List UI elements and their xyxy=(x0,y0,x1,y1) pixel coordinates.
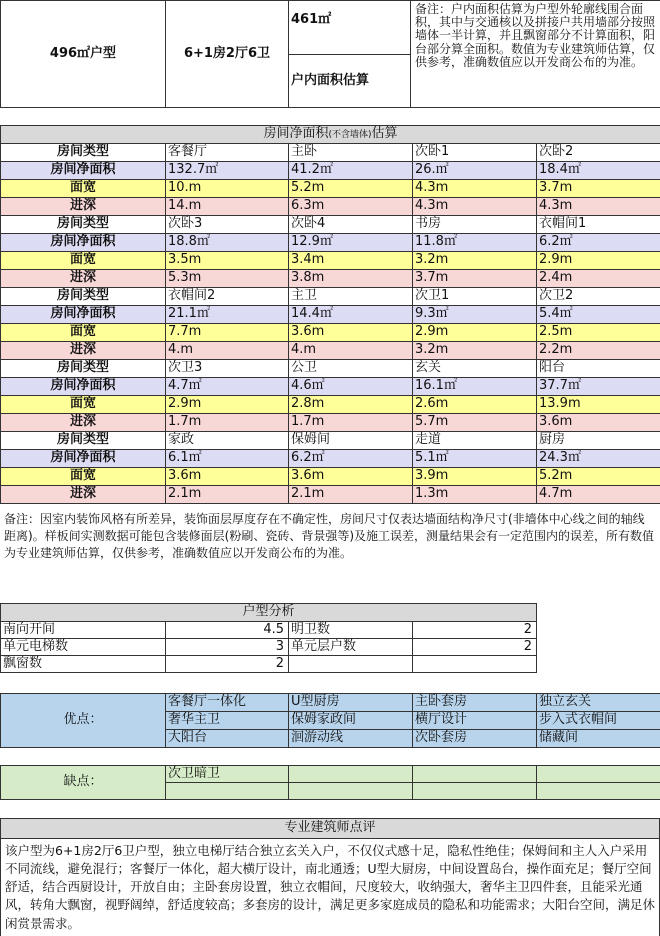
room-cell-area: 26.㎡ xyxy=(413,162,537,180)
analysis-value xyxy=(413,656,537,673)
area-type-cell: 496㎡户型 xyxy=(1,1,166,108)
room-cell-area: 6.1㎡ xyxy=(166,450,289,468)
room-cell-width: 2.9m xyxy=(537,252,660,270)
room-row-depth xyxy=(1,414,660,432)
room-row-depth xyxy=(1,342,660,360)
room-cell-type: 公卫 xyxy=(289,360,413,378)
room-row-label: 进深 xyxy=(1,270,166,288)
room-cell-depth: 3.8m xyxy=(289,270,413,288)
room-title-main: 房间净面积 xyxy=(263,126,329,142)
room-cell-type: 客餐厅 xyxy=(166,144,289,162)
room-cell-width: 3.4m xyxy=(289,252,413,270)
room-cell-area: 24.3㎡ xyxy=(537,450,660,468)
room-cell-depth: 1.3m xyxy=(413,486,537,504)
room-cell-depth: 3.7m xyxy=(413,270,537,288)
room-cell-area: 5.4㎡ xyxy=(537,306,660,324)
pros-item: 客餐厅一体化 xyxy=(166,694,289,712)
room-row-type xyxy=(1,360,660,378)
room-cell-width: 2.9m xyxy=(166,396,289,414)
analysis-label: 明卫数 xyxy=(289,622,413,639)
room-cell-area: 18.8㎡ xyxy=(166,234,289,252)
room-cell-type: 玄关 xyxy=(413,360,537,378)
area-label-cell: 户内面积估算 xyxy=(289,55,411,108)
room-row-depth xyxy=(1,486,660,504)
pros-row xyxy=(1,694,660,712)
room-cell-area: 16.1㎡ xyxy=(413,378,537,396)
room-row-label: 面宽 xyxy=(1,468,166,486)
room-cell-depth: 14.m xyxy=(166,198,289,216)
room-row-label: 进深 xyxy=(1,198,166,216)
analysis-label: 南向开间 xyxy=(1,622,166,639)
room-cell-depth: 4.3m xyxy=(537,198,660,216)
room-row-label: 房间类型 xyxy=(1,216,166,234)
room-row-depth xyxy=(1,198,660,216)
room-row-width xyxy=(1,396,660,414)
review-text: 该户型为6+1房2厅6卫户型，独立电梯厅结合独立玄关入户，不仅仪式感十足，隐私性绝佳；保姆间和主人入户采用不同流线，避免混行；客餐厅一体化，超大横厅设计，南北通透；U型大厨房，中间设置岛台，操作面充足；餐厅空间舒适，结合西厨设计，开放自由；主卧套房设置，独立衣帽间，尺度较大，收纳强大，奢华主卫四件套，且能采光通风，转角大飘窗，视野阔绰，舒适度较高；多套房的设计，满足更多家庭成员的隐私和功能需求；大阳台空间，满足休闲赏景需求。 xyxy=(1,839,660,936)
pros-label: 优点： xyxy=(1,694,166,748)
pros-item: 横厅设计 xyxy=(413,712,537,730)
room-cell-depth: 3.6m xyxy=(537,414,660,432)
room-row-area xyxy=(1,450,660,468)
room-cell-depth: 1.7m xyxy=(166,414,289,432)
pros-item: 主卧套房 xyxy=(413,694,537,712)
room-row-label: 房间净面积 xyxy=(1,306,166,324)
room-cell-width: 3.2m xyxy=(413,252,537,270)
cons-item xyxy=(413,783,537,800)
room-table xyxy=(0,125,660,504)
pros-item: 洄游动线 xyxy=(289,730,413,748)
room-cell-type: 走道 xyxy=(413,432,537,450)
room-row-label: 面宽 xyxy=(1,180,166,198)
analysis-row xyxy=(1,622,537,639)
pros-item: 独立玄关 xyxy=(537,694,660,712)
room-cell-type: 阳台 xyxy=(537,360,660,378)
review-table xyxy=(0,818,660,936)
room-cell-width: 3.9m xyxy=(413,468,537,486)
analysis-row xyxy=(1,639,537,656)
room-cell-depth: 4.3m xyxy=(413,198,537,216)
room-cell-width: 10.m xyxy=(166,180,289,198)
room-row-label: 房间类型 xyxy=(1,360,166,378)
area-value-cell: 461㎡ xyxy=(289,1,411,55)
analysis-title: 户型分析 xyxy=(1,604,537,622)
analysis-table xyxy=(0,603,537,673)
analysis-label: 飘窗数 xyxy=(1,656,166,673)
room-cell-area: 18.4㎡ xyxy=(537,162,660,180)
room-row-label: 房间净面积 xyxy=(1,450,166,468)
analysis-value: 2 xyxy=(413,622,537,639)
room-cell-width: 2.6m xyxy=(413,396,537,414)
room-cell-area: 9.3㎡ xyxy=(413,306,537,324)
room-cell-depth: 2.4m xyxy=(537,270,660,288)
room-cell-area: 4.7㎡ xyxy=(166,378,289,396)
room-row-area xyxy=(1,378,660,396)
room-cell-width: 3.6m xyxy=(166,468,289,486)
pros-item: 次卧套房 xyxy=(413,730,537,748)
room-cell-type: 保姆间 xyxy=(289,432,413,450)
room-cell-width: 5.2m xyxy=(289,180,413,198)
layout-cell: 6+1房2厅6卫 xyxy=(166,1,289,108)
room-cell-area: 6.2㎡ xyxy=(289,450,413,468)
room-row-width xyxy=(1,468,660,486)
room-row-label: 面宽 xyxy=(1,252,166,270)
room-cell-type: 次卫3 xyxy=(166,360,289,378)
pros-item: 大阳台 xyxy=(166,730,289,748)
room-cell-depth: 2.1m xyxy=(289,486,413,504)
analysis-value: 4.5 xyxy=(166,622,289,639)
room-cell-depth: 6.3m xyxy=(289,198,413,216)
room-row-type xyxy=(1,288,660,306)
room-row-label: 面宽 xyxy=(1,396,166,414)
analysis-label: 单元层户数 xyxy=(289,639,413,656)
room-cell-type: 书房 xyxy=(413,216,537,234)
cons-item: 次卫暗卫 xyxy=(166,766,289,783)
room-cell-width: 4.3m xyxy=(413,180,537,198)
room-row-label: 面宽 xyxy=(1,324,166,342)
pros-table xyxy=(0,693,660,748)
room-cell-type: 次卫2 xyxy=(537,288,660,306)
room-row-label: 房间类型 xyxy=(1,144,166,162)
room-cell-area: 41.2㎡ xyxy=(289,162,413,180)
room-cell-type: 次卧1 xyxy=(413,144,537,162)
room-cell-area: 6.2㎡ xyxy=(537,234,660,252)
room-cell-type: 衣帽间1 xyxy=(537,216,660,234)
room-cell-width: 3.7m xyxy=(537,180,660,198)
room-cell-area: 5.1㎡ xyxy=(413,450,537,468)
room-cell-width: 3.6m xyxy=(289,324,413,342)
room-cell-type: 次卧4 xyxy=(289,216,413,234)
room-title-tail: 估算 xyxy=(371,126,398,142)
pros-item: 储藏间 xyxy=(537,730,660,748)
room-cell-depth: 1.7m xyxy=(289,414,413,432)
room-cell-type: 次卫1 xyxy=(413,288,537,306)
header-table xyxy=(0,0,660,108)
room-row-label: 进深 xyxy=(1,486,166,504)
analysis-value: 3 xyxy=(166,639,289,656)
room-cell-depth: 2.2m xyxy=(537,342,660,360)
room-cell-width: 2.9m xyxy=(413,324,537,342)
room-cell-depth: 4.m xyxy=(289,342,413,360)
room-cell-area: 132.7㎡ xyxy=(166,162,289,180)
room-cell-type: 家政 xyxy=(166,432,289,450)
room-cell-area: 4.6㎡ xyxy=(289,378,413,396)
room-row-area xyxy=(1,306,660,324)
pros-item: 奢华主卫 xyxy=(166,712,289,730)
cons-item xyxy=(413,766,537,783)
pros-item: 保姆家政间 xyxy=(289,712,413,730)
room-row-type xyxy=(1,216,660,234)
analysis-value: 2 xyxy=(166,656,289,673)
cons-item xyxy=(166,783,289,800)
room-cell-area: 11.8㎡ xyxy=(413,234,537,252)
room-row-label: 进深 xyxy=(1,342,166,360)
room-cell-depth: 4.m xyxy=(166,342,289,360)
room-row-depth xyxy=(1,270,660,288)
room-cell-type: 厨房 xyxy=(537,432,660,450)
room-row-label: 房间类型 xyxy=(1,432,166,450)
analysis-label: 单元电梯数 xyxy=(1,639,166,656)
room-section-title xyxy=(1,126,660,144)
room-row-width xyxy=(1,324,660,342)
room-cell-width: 7.7m xyxy=(166,324,289,342)
room-cell-type: 次卧3 xyxy=(166,216,289,234)
analysis-value: 2 xyxy=(413,639,537,656)
room-cell-width: 13.9m xyxy=(537,396,660,414)
room-title-small: (不含墙体) xyxy=(328,130,372,141)
room-row-width xyxy=(1,252,660,270)
room-row-width xyxy=(1,180,660,198)
cons-item xyxy=(537,783,660,800)
room-row-label: 房间类型 xyxy=(1,288,166,306)
cons-table xyxy=(0,765,660,800)
cons-item xyxy=(289,766,413,783)
room-cell-depth: 3.2m xyxy=(413,342,537,360)
room-note: 备注：因室内装饰风格有所差异，装饰面层厚度存在不确定性，房间尺寸仅表达墙面结构净尺寸(非墙体中心线之间的轴线距离)。样板间实测数据可能包含装修面层(粉刷、瓷砖、背景强等)及施工误差，测量结果会有一定范围内的误差，所有数值为专业建筑师估算，仅供参考，准确数值应以开发商公布的为准。 xyxy=(4,512,655,560)
room-cell-area: 12.9㎡ xyxy=(289,234,413,252)
room-cell-width: 3.6m xyxy=(289,468,413,486)
cons-item xyxy=(289,783,413,800)
room-row-label: 房间净面积 xyxy=(1,378,166,396)
room-row-label: 房间净面积 xyxy=(1,234,166,252)
room-cell-depth: 2.1m xyxy=(166,486,289,504)
room-row-label: 房间净面积 xyxy=(1,162,166,180)
room-cell-type: 衣帽间2 xyxy=(166,288,289,306)
pros-item: 步入式衣帽间 xyxy=(537,712,660,730)
analysis-label xyxy=(289,656,413,673)
room-row-type xyxy=(1,144,660,162)
cons-label: 缺点： xyxy=(1,766,166,800)
cons-row xyxy=(1,766,660,783)
room-row-type xyxy=(1,432,660,450)
cons-item xyxy=(537,766,660,783)
room-cell-area: 14.4㎡ xyxy=(289,306,413,324)
room-cell-type: 主卧 xyxy=(289,144,413,162)
room-cell-area: 37.7㎡ xyxy=(537,378,660,396)
room-cell-depth: 5.3m xyxy=(166,270,289,288)
room-row-label: 进深 xyxy=(1,414,166,432)
room-cell-width: 2.8m xyxy=(289,396,413,414)
review-title: 专业建筑师点评 xyxy=(1,819,660,839)
pros-item: U型厨房 xyxy=(289,694,413,712)
room-cell-depth: 5.7m xyxy=(413,414,537,432)
room-cell-depth: 4.7m xyxy=(537,486,660,504)
room-cell-width: 5.2m xyxy=(537,468,660,486)
room-row-area xyxy=(1,162,660,180)
header-note: 备注：户内面积估算为户型外轮廓线围合面积，其中与交通核以及拼接户共用墙部分按照墙体一半计算，并且飘窗部分不计算面积，阳台部分算全面积。数值为专业建筑师估算，仅供参考，准确数值应以开发商公布的为准。 xyxy=(411,1,660,108)
room-row-area xyxy=(1,234,660,252)
analysis-row xyxy=(1,656,537,673)
room-cell-area: 21.1㎡ xyxy=(166,306,289,324)
room-cell-width: 2.5m xyxy=(537,324,660,342)
room-cell-type: 主卫 xyxy=(289,288,413,306)
room-cell-type: 次卧2 xyxy=(537,144,660,162)
room-cell-width: 3.5m xyxy=(166,252,289,270)
